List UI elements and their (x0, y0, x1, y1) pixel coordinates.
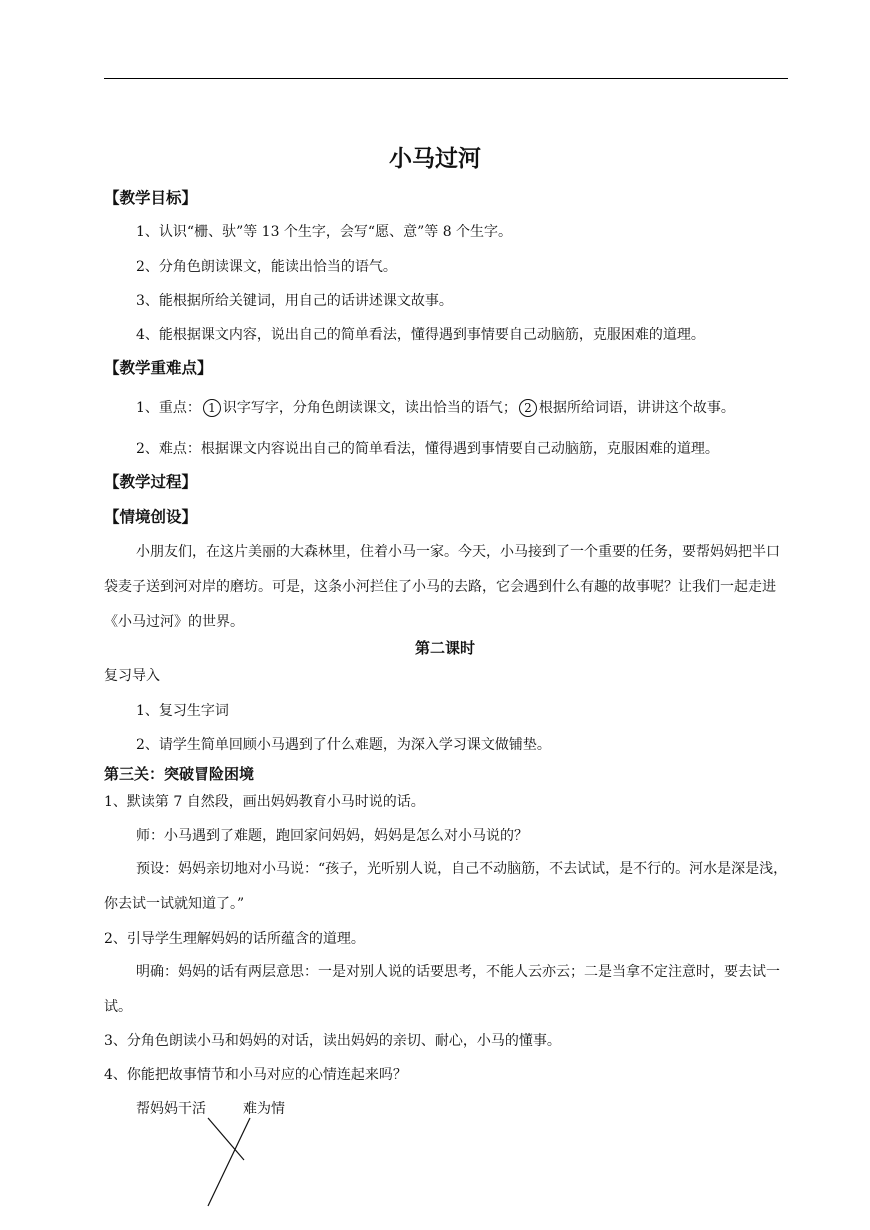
goal-item: 4、能根据课文内容，说出自己的简单看法，懂得遇到事情要自己动脑筋，克服困难的道理。 (136, 327, 705, 343)
scene-heading: 【情境创设】 (104, 508, 198, 526)
match-left-label: 帮妈妈干活 (136, 1101, 206, 1117)
keypoint-prefix: 1、重点： (136, 400, 201, 416)
keypoint-item: 2、难点：根据课文内容说出自己的简单看法，懂得遇到事情要自己动脑筋，克服困难的道理。 (136, 441, 719, 457)
scene-paragraph: 小朋友们，在这片美丽的大森林里，住着小马一家。今天，小马接到了一个重要的任务，要帮妈妈把半口袋麦子送到河对岸的磨坊。可是，这条小河拦住了小马的去路，它会遇到什么有趣的故事呢？让我们一起走进《小马过河》的世界。 (104, 544, 780, 630)
stage-heading: 第三关：突破冒险困境 (104, 765, 255, 783)
clarify-text: 明确：妈妈的话有两层意思：一是对别人说的话要思考，不能人云亦云；二是当拿不定注意时，要去试一试。 (104, 964, 780, 1015)
goal-item: 1、认识“栅、驮”等 13 个生字，会写“愿、意”等 8 个生字。 (136, 224, 513, 240)
teacher-question: 师：小马遇到了难题，跑回家问妈妈，妈妈是怎么对小马说的？ (136, 828, 528, 844)
keypoint-text: 根据所给词语，讲讲这个故事。 (538, 400, 735, 416)
lesson-heading: 第二课时 (414, 639, 475, 657)
goal-item: 2、分角色朗读课文，能读出恰当的语气。 (136, 259, 397, 275)
goal-item: 3、能根据所给关键词，用自己的话讲述课文故事。 (136, 293, 453, 309)
keypoints-heading: 【教学重难点】 (104, 359, 213, 377)
process-heading: 【教学过程】 (104, 473, 198, 491)
step-item: 1、默读第 7 自然段，画出妈妈教育小马时说的话。 (104, 794, 425, 810)
match-line (208, 1118, 244, 1160)
match-line (208, 1118, 250, 1206)
step-item: 4、你能把故事情节和小马对应的心情连起来吗？ (104, 1067, 407, 1083)
match-right-label: 难为情 (243, 1101, 285, 1117)
review-item: 1、复习生字词 (136, 703, 229, 719)
review-item: 2、请学生简单回顾小马遇到了什么难题，为深入学习课文做铺垫。 (136, 737, 551, 753)
circled-number: 1 (203, 399, 221, 417)
step-item: 2、引导学生理解妈妈的话所蕴含的道理。 (104, 931, 365, 947)
review-label: 复习导入 (104, 668, 160, 684)
step-item: 3、分角色朗读小马和妈妈的对话，读出妈妈的亲切、耐心，小马的懂事。 (104, 1033, 561, 1049)
page-title: 小马过河 (389, 146, 481, 172)
keypoint-text: 识字写字，分角色朗读课文，读出恰当的语气； (222, 400, 517, 416)
preset-answer: 预设：妈妈亲切地对小马说：“孩子，光听别人说，自己不动脑筋，不去试试，是不行的。河水是深是浅，你去试一试就知道了。” (104, 861, 788, 912)
goals-heading: 【教学目标】 (104, 189, 198, 207)
circled-number: 2 (519, 399, 537, 417)
